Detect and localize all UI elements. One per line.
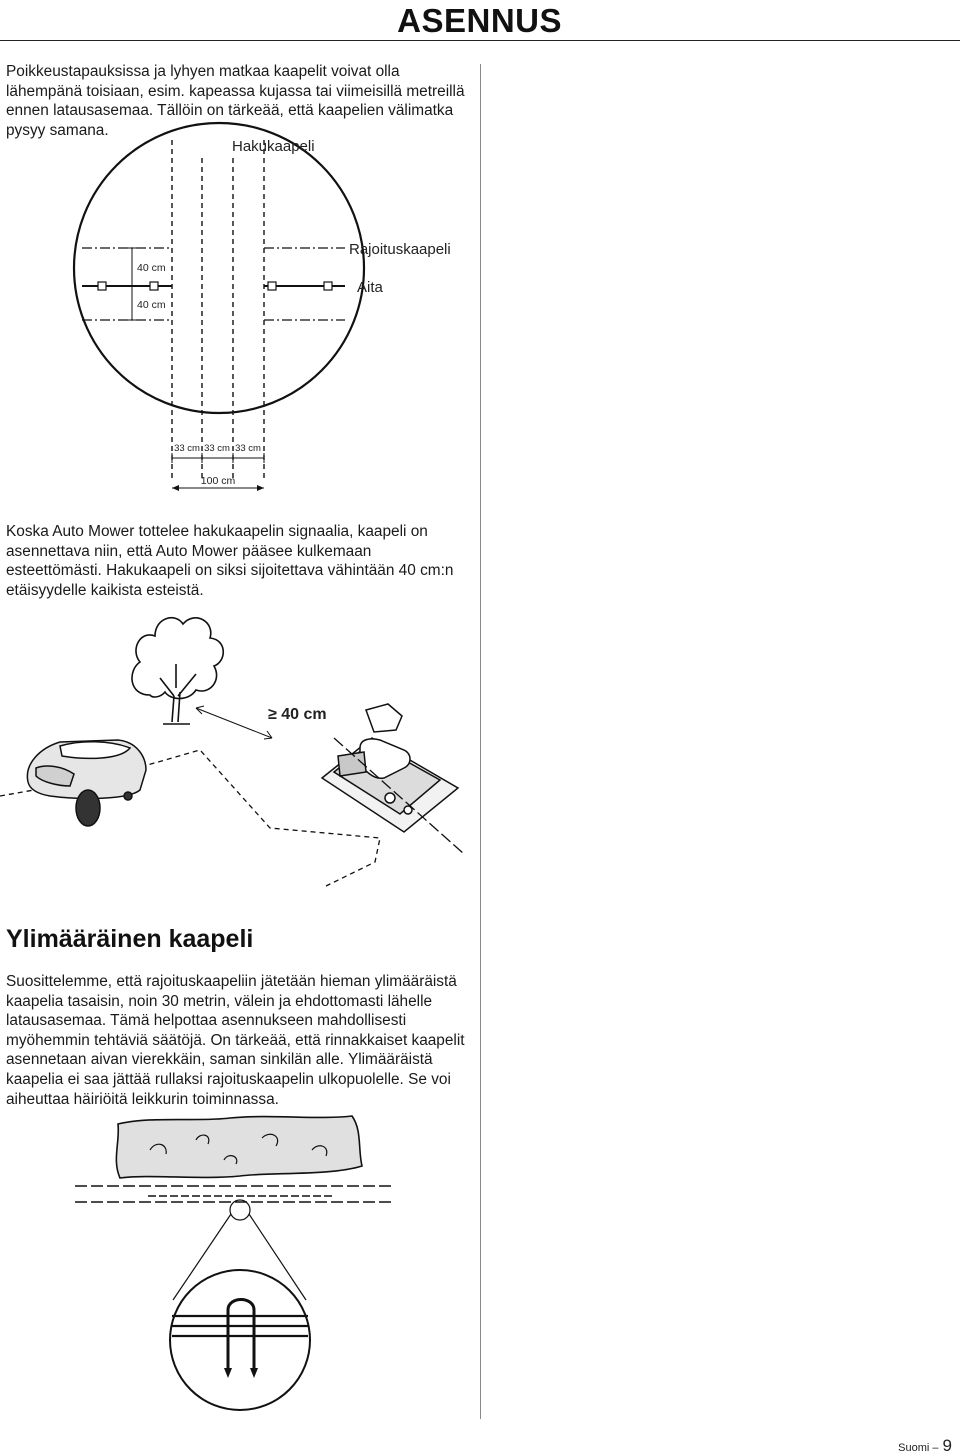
charging-station-icon [322,704,458,832]
dim-33-b: 33 cm [204,443,230,454]
guide-wire-paragraph: Koska Auto Mower tottelee hakukaapelin signaalia, kaapeli on asennettava niin, että Auto Mower pääsee kulkemaan esteettömästi. Hakukaapeli on siksi sijoitettava vähintään 40 cm:n etäisyydelle kaikista esteistä. [6,523,454,599]
tree-icon [132,618,223,724]
distance-label: ≥ 40 cm [268,706,327,723]
extra-wire-figure [0,1110,480,1430]
detail-lens [230,1200,250,1220]
fence-post-left-1 [98,282,106,290]
fence-post-left-2 [150,282,158,290]
robotic-mower-icon [27,740,146,826]
page-title: ASENNUS [397,2,562,39]
boundary-wire-label: Rajoituskaapeli [349,241,451,258]
section-heading: Ylimääräinen kaapeli [6,925,254,953]
page-footer [898,1436,952,1456]
column-divider [480,64,481,1419]
dim-33-c: 33 cm [235,443,261,454]
detail-circle [170,1270,310,1410]
dim-40-bottom: 40 cm [137,299,166,311]
footer-language: Suomi – [898,1442,939,1454]
hedge-icon [116,1116,362,1178]
fence-post-right-1 [268,282,276,290]
extra-wire-paragraph: Suosittelemme, että rajoituskaapeliin jätetään hieman ylimääräistä kaapelia tasaisin, noin 30 metrin, välein ja ehdottomasti lähelle latausasemaa. Tämä helpottaa asennukseen mahdollisesti myöhemmin tehtäviä säätöjä. On tärkeää, että rinnakkaiset kaapelit asennetaan aivan vierekkäin, saman sinkilän alle. Ylimääräistä kaapelia ei saa jättää rullaksi rajoituskaapelin ulkopuolelle. Se voi aiheuttaa häiriöitä leikkurin toiminnassa. [6,973,465,1108]
dim-100: 100 cm [200,475,236,487]
dim-40-top: 40 cm [137,262,166,274]
distance-line [196,708,272,738]
guide-wire-label: Hakukaapeli [232,138,315,155]
guide-wire-spacing-figure [0,120,480,500]
dim-33-a: 33 cm [174,443,200,454]
obstacle-distance-figure [0,600,480,900]
fence-post-right-2 [324,282,332,290]
header-rule [0,40,960,41]
page-number: 9 [942,1436,952,1455]
intro-paragraph: Poikkeustapauksissa ja lyhyen matkaa kaapelit voivat olla lähempänä toisiaan, esim. kapeassa kujassa tai viimeisillä metreillä ennen latausasemaa. Tällöin on tärkeää, että kaapelien välimatka pysyy samana. [6,63,465,139]
fence-label: Aita [357,279,383,296]
detail-circle [74,123,364,413]
